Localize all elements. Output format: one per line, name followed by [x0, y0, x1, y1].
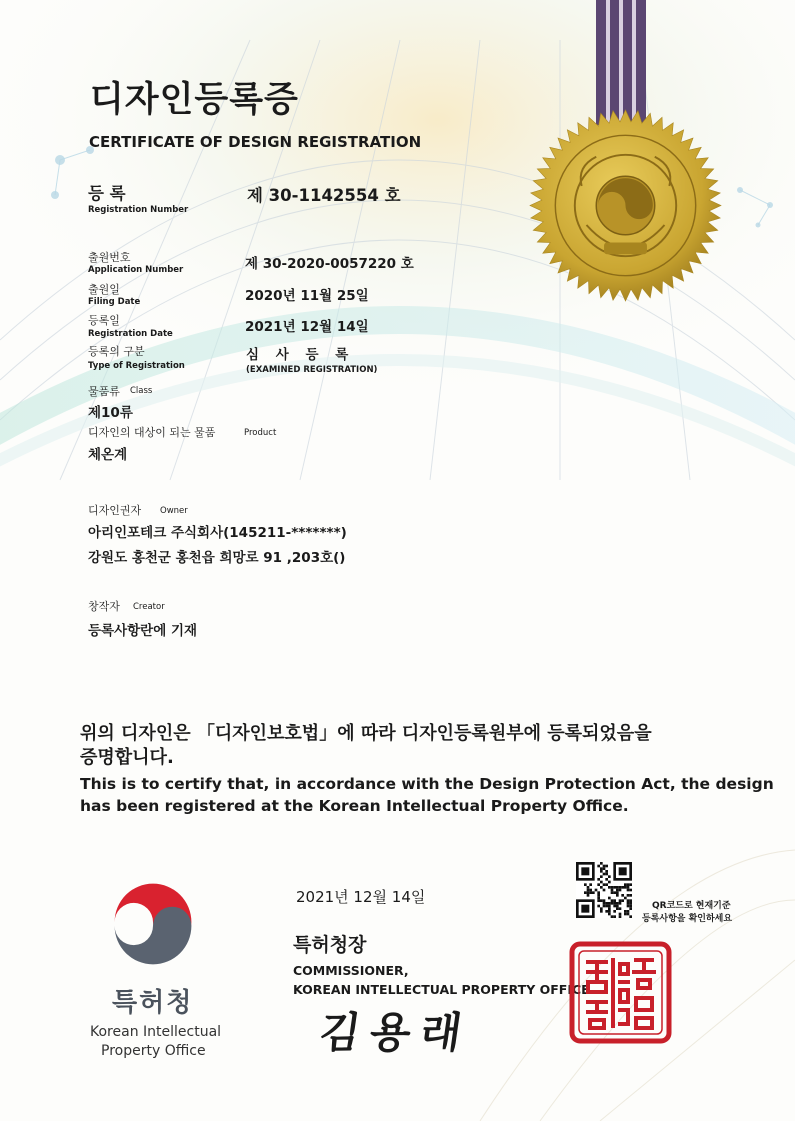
kipo-logo-symbol: [105, 876, 201, 972]
product-label-ko: 디자인의 대상이 되는 물품: [88, 426, 216, 439]
registration-date-label-ko: 등록일: [88, 314, 120, 327]
title-english: CERTIFICATE OF DESIGN REGISTRATION: [89, 133, 422, 151]
class-label-en: Class: [130, 386, 153, 396]
owner-address: 강원도 홍천군 홍천읍 희망로 91 ,203호(): [88, 550, 346, 566]
owner-name: 아리인포테크 주식회사(145211-*******): [88, 525, 347, 541]
filing-label-en: Filing Date: [88, 297, 141, 307]
registration-number: 제 30-1142554 호: [247, 186, 401, 205]
registration-label-ko: 등 록: [88, 184, 126, 203]
logo-name-en-line2: Property Office: [101, 1043, 206, 1059]
application-number: 제 30-2020-0057220 호: [245, 256, 414, 272]
creator-value: 등록사항란에 기재: [88, 623, 198, 639]
statement-korean-line2: 증명합니다.: [80, 747, 174, 768]
qr-note-line2: 등록사항을 확인하세요: [642, 914, 733, 924]
logo-name-en-line1: Korean Intellectual: [90, 1024, 222, 1040]
product-value: 체온계: [88, 447, 128, 463]
statement-english-line2: has been registered at the Korean Intellectual Property Office.: [80, 797, 629, 815]
class-value: 제10류: [88, 405, 133, 421]
commissioner-title-ko: 특허청장: [293, 934, 367, 956]
type-value-ko: 심 사 등 록: [246, 347, 355, 363]
application-label-en: Application Number: [88, 265, 184, 275]
ribbon-decoration: [596, 0, 646, 125]
official-red-seal: [568, 940, 673, 1045]
application-label-ko: 출원번호: [88, 251, 131, 264]
type-value-en: (EXAMINED REGISTRATION): [246, 365, 378, 375]
commissioner-title-en-line1: COMMISSIONER,: [293, 963, 409, 978]
title-korean: 디자인등록증: [90, 80, 299, 120]
product-label-en: Product: [244, 428, 277, 438]
commissioner-title-en-line2: KOREAN INTELLECTUAL PROPERTY OFFICE: [293, 982, 590, 997]
type-label-ko: 등록의 구분: [88, 345, 145, 358]
creator-label-ko: 창작자: [88, 600, 120, 613]
registration-date-label-en: Registration Date: [88, 329, 173, 339]
type-label-en: Type of Registration: [88, 361, 185, 371]
class-label-ko: 물품류: [88, 385, 120, 398]
filing-label-ko: 출원일: [88, 283, 120, 296]
statement-korean-line1: 위의 디자인은 「디자인보호법」에 따라 디자인등록원부에 등록되었음을: [80, 723, 652, 744]
logo-name-ko: 특허청: [112, 988, 194, 1018]
qr-code: [576, 862, 632, 918]
registration-label-en: Registration Number: [88, 205, 189, 215]
filing-date: 2020년 11월 25일: [245, 288, 369, 304]
issue-date: 2021년 12월 14일: [296, 888, 426, 906]
owner-label-en: Owner: [160, 506, 188, 516]
creator-label-en: Creator: [133, 602, 165, 612]
gold-seal-medal: [528, 108, 723, 303]
statement-english-line1: This is to certify that, in accordance with the Design Protection Act, the design: [80, 775, 774, 793]
owner-label-ko: 디자인권자: [88, 504, 142, 517]
commissioner-signature: 김용래: [316, 1008, 475, 1057]
qr-note-line1: QR코드로 현재기준: [652, 901, 731, 911]
registration-date: 2021년 12월 14일: [245, 319, 369, 335]
